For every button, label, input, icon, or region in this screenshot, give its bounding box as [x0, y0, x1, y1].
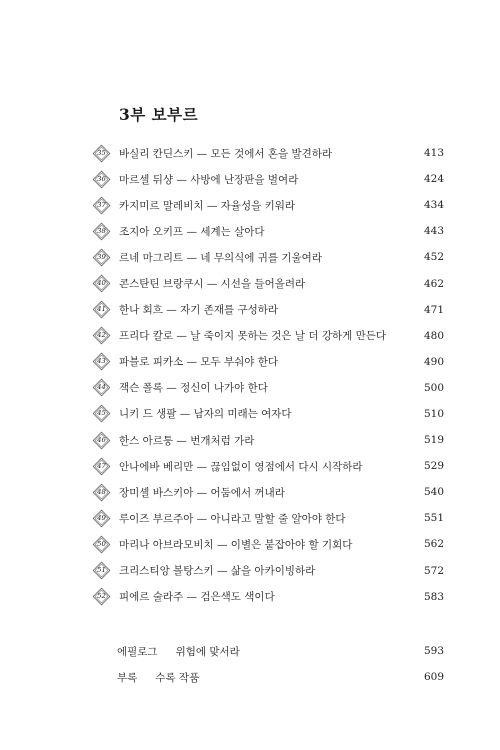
chapter-number-badge [92, 378, 111, 397]
toc-entry[interactable] [92, 427, 444, 453]
page-number: 452 [423, 251, 444, 264]
chapter-title: 마리나 아브라모비치 — 이별은 붙잡아야 할 기회다 [119, 538, 353, 551]
chapter-number: 41 [97, 305, 106, 314]
page-number: 551 [423, 512, 444, 525]
chapter-title: 안나에바 베리만 — 끊임없이 영점에서 다시 시작하라 [119, 460, 363, 473]
back-matter-label: 에필로그 [117, 645, 158, 658]
page-number: 510 [423, 407, 444, 420]
chapter-number-badge [92, 196, 111, 215]
chapter-number-badge [92, 352, 111, 371]
chapter-number: 47 [97, 461, 106, 470]
chapter-number: 39 [97, 252, 106, 261]
chapter-number-badge [92, 404, 111, 423]
chapter-number-badge [92, 274, 111, 293]
chapter-number-badge [92, 300, 111, 319]
page-number: 480 [423, 329, 444, 342]
toc-entry[interactable] [92, 244, 444, 270]
chapter-title: 잭슨 폴록 — 정신이 나가야 한다 [119, 382, 268, 395]
chapter-title: 한스 아르퉁 — 번개처럼 가라 [119, 434, 255, 447]
chapter-number-badge [92, 431, 111, 450]
page-number: 572 [423, 564, 444, 577]
page-number: 609 [423, 671, 444, 683]
chapter-number-badge [92, 483, 111, 502]
toc-entry[interactable] [92, 401, 444, 427]
toc-entry[interactable] [92, 323, 444, 349]
chapter-number-badge [92, 457, 111, 476]
toc-entry[interactable] [92, 218, 444, 244]
toc-entry[interactable] [92, 584, 444, 610]
toc-entry[interactable] [92, 192, 444, 218]
chapter-title: 파블로 피카소 — 모두 부숴야 한다 [119, 356, 279, 369]
page-number: 462 [423, 277, 444, 290]
toc-entry[interactable] [92, 166, 444, 192]
chapter-title: 콘스탄틴 브랑쿠시 — 시선을 들어올려라 [119, 278, 306, 291]
chapter-number-badge [92, 170, 111, 189]
chapter-title: 루이즈 부르주아 — 아니라고 말할 줄 알아야 한다 [119, 512, 346, 525]
chapter-number: 37 [97, 200, 106, 209]
chapter-title: 카지미르 말레비치 — 자율성을 키워라 [119, 199, 295, 212]
page-number: 593 [423, 645, 444, 657]
part-title: 3부 보부르 [119, 105, 199, 124]
chapter-number: 52 [97, 592, 106, 601]
toc-entry[interactable] [92, 297, 444, 323]
page-number: 529 [423, 460, 444, 473]
page-number: 424 [423, 173, 444, 186]
chapter-number-badge [92, 222, 111, 241]
chapter-title: 피에르 술라주 — 검은색도 색이다 [119, 591, 275, 604]
chapter-title: 프리다 칼로 — 날 죽이지 못하는 것은 날 더 강하게 만든다 [119, 330, 387, 343]
page-number: 562 [423, 538, 444, 551]
page-number: 443 [423, 225, 444, 238]
chapter-number-badge [92, 248, 111, 267]
page-number: 413 [423, 147, 444, 160]
chapter-title: 한나 회흐 — 자기 존재를 구성하라 [119, 304, 279, 317]
toc-entry[interactable] [92, 375, 444, 401]
page-number: 519 [423, 434, 444, 447]
chapter-number: 38 [97, 226, 106, 235]
chapter-number: 42 [97, 331, 106, 340]
chapter-number-badge [92, 509, 111, 528]
chapter-title: 장미셸 바스키아 — 어둠에서 꺼내라 [119, 486, 285, 499]
chapter-title: 바실리 칸딘스키 — 모든 것에서 혼을 발견하라 [119, 147, 333, 160]
chapter-number: 51 [97, 566, 106, 575]
toc-entry[interactable] [92, 505, 444, 531]
back-matter-entry[interactable] [117, 664, 444, 690]
chapter-number: 48 [97, 487, 106, 496]
chapter-number: 45 [97, 409, 106, 418]
chapter-title: 니키 드 생팔 — 남자의 미래는 여자다 [119, 408, 292, 421]
chapter-number: 46 [97, 435, 106, 444]
toc-entry[interactable] [92, 349, 444, 375]
page-number: 434 [423, 199, 444, 212]
toc-entry[interactable] [92, 531, 444, 557]
toc-entry[interactable] [92, 558, 444, 584]
back-matter-title: 위험에 맞서라 [175, 645, 240, 658]
back-matter-title: 수록 작품 [155, 671, 200, 684]
back-matter-entry[interactable] [117, 638, 444, 664]
chapter-number-badge [92, 561, 111, 580]
toc-entry[interactable] [92, 270, 444, 296]
page-number: 583 [423, 590, 444, 603]
chapter-number-badge [92, 326, 111, 345]
back-matter [117, 638, 444, 690]
chapter-number: 43 [97, 357, 106, 366]
chapter-number: 35 [97, 148, 106, 157]
chapter-title: 르네 마그리트 — 네 무의식에 귀를 기울여라 [119, 251, 322, 264]
table-of-contents [92, 140, 444, 610]
toc-entry[interactable] [92, 479, 444, 505]
chapter-number: 50 [97, 539, 106, 548]
chapter-number: 36 [97, 174, 106, 183]
chapter-number-badge [92, 587, 111, 606]
chapter-number: 49 [97, 513, 106, 522]
chapter-number-badge [92, 535, 111, 554]
chapter-title: 크리스티앙 볼탕스키 — 삶을 아카이빙하라 [119, 565, 316, 578]
chapter-number-badge [92, 144, 111, 163]
page-number: 490 [423, 355, 444, 368]
page-number: 471 [423, 303, 444, 316]
page-number: 540 [423, 486, 444, 499]
toc-entry[interactable] [92, 140, 444, 166]
back-matter-label: 부록 [117, 671, 138, 684]
chapter-title: 조지아 오키프 — 세계는 살아다 [119, 225, 265, 238]
chapter-title: 마르셀 뒤샹 — 사방에 난장판을 벌여라 [119, 173, 299, 186]
chapter-number: 40 [97, 279, 106, 288]
page-number: 500 [423, 381, 444, 394]
toc-entry[interactable] [92, 453, 444, 479]
chapter-number: 44 [97, 383, 106, 392]
